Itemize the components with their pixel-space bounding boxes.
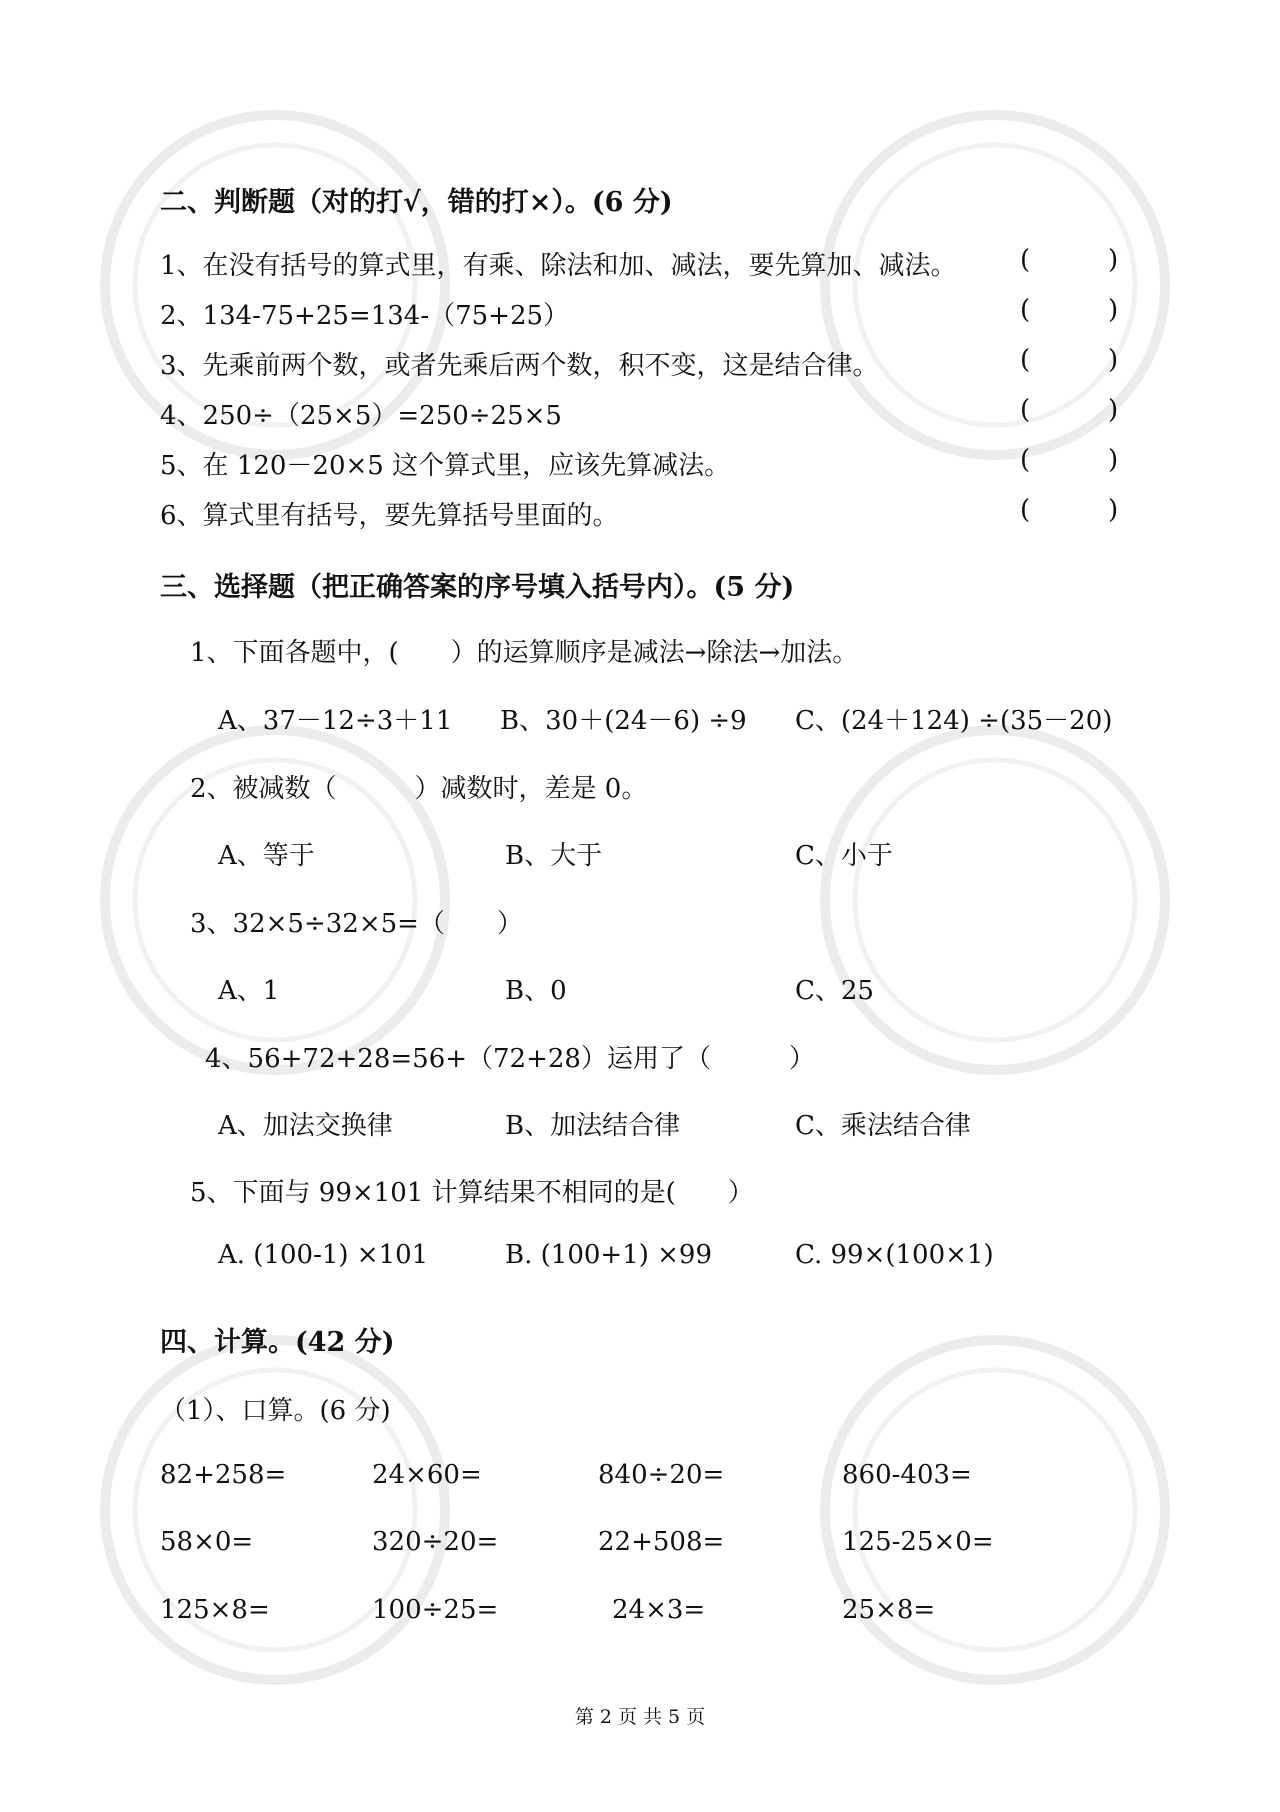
choice-4-option-b[interactable]: B、加法结合律 (505, 1111, 681, 1141)
section-2-title: 二、判断题（对的打√，错的打×）。(6 分) (160, 187, 673, 218)
page-footer: 第 2 页 共 5 页 (574, 1706, 706, 1728)
choice-question-4: 4、56+72+28=56+（72+28）运用了（ ） (205, 1044, 815, 1074)
choice-3-option-b[interactable]: B、0 (505, 976, 567, 1006)
paren-close: ) (1108, 395, 1119, 425)
choice-5-option-a[interactable]: A. (100-1) ×101 (218, 1240, 429, 1270)
calc-r3-c3: 24×3= (612, 1595, 706, 1625)
watermark-bottom-right (815, 1330, 1175, 1694)
calc-r2-c3: 22+508= (598, 1527, 725, 1557)
choice-2-option-c[interactable]: C、小于 (795, 841, 893, 871)
paren-close: ) (1108, 295, 1119, 325)
choice-question-5: 5、下面与 99×101 计算结果不相同的是( ） (190, 1178, 754, 1208)
choice-2-option-a[interactable]: A、等于 (218, 841, 315, 871)
paren-open: ( (1020, 245, 1031, 275)
paren-close: ) (1108, 495, 1119, 525)
subsection-mental-math: （1）、口算。(6 分) (160, 1396, 391, 1426)
choice-2-option-b[interactable]: B、大于 (505, 841, 603, 871)
calc-r2-c2: 320÷20= (372, 1527, 499, 1557)
judge-item-6: 6、算式里有括号，要先算括号里面的。 (160, 501, 619, 531)
choice-3-option-a[interactable]: A、1 (218, 976, 280, 1006)
watermark-top-right (815, 105, 1175, 469)
calc-r1-c4: 860-403= (842, 1460, 972, 1490)
calc-r2-c1: 58×0= (160, 1527, 254, 1557)
section-3-title: 三、选择题（把正确答案的序号填入括号内）。(5 分) (160, 572, 795, 603)
calc-r3-c2: 100÷25= (372, 1595, 499, 1625)
choice-question-2: 2、被减数（ ）减数时，差是 0。 (190, 774, 648, 804)
calc-r2-c4: 125-25×0= (842, 1527, 994, 1557)
paren-close: ) (1108, 345, 1119, 375)
paren-close: ) (1108, 445, 1119, 475)
choice-4-option-a[interactable]: A、加法交换律 (218, 1111, 393, 1141)
choice-1-option-c[interactable]: C、(24＋124) ÷(35－20) (795, 706, 1113, 736)
choice-question-1: 1、下面各题中，( ）的运算顺序是减法→除法→加法。 (190, 638, 859, 668)
watermark-bottom-left (95, 1330, 455, 1694)
calc-r1-c3: 840÷20= (598, 1460, 725, 1490)
judge-item-4: 4、250÷（25×5）=250÷25×5 (160, 401, 562, 431)
choice-5-option-b[interactable]: B. (100+1) ×99 (505, 1240, 713, 1270)
judge-item-5: 5、在 120－20×5 这个算式里，应该先算减法。 (160, 451, 731, 481)
choice-1-option-a[interactable]: A、37－12÷3＋11 (218, 706, 453, 736)
watermark-mid-right (815, 720, 1175, 1084)
paren-open: ( (1020, 445, 1031, 475)
calc-r1-c2: 24×60= (372, 1460, 482, 1490)
choice-question-3: 3、32×5÷32×5=（ ） (190, 909, 523, 939)
paren-open: ( (1020, 395, 1031, 425)
choice-3-option-c[interactable]: C、25 (795, 976, 874, 1006)
paren-open: ( (1020, 345, 1031, 375)
paren-open: ( (1020, 295, 1031, 325)
choice-1-option-b[interactable]: B、30＋(24－6) ÷9 (500, 706, 747, 736)
calc-r1-c1: 82+258= (160, 1460, 287, 1490)
choice-5-option-c[interactable]: C. 99×(100×1) (795, 1240, 994, 1270)
calc-r3-c1: 125×8= (160, 1595, 270, 1625)
judge-item-1: 1、在没有括号的算式里，有乘、除法和加、减法，要先算加、减法。 (160, 251, 957, 281)
paren-close: ) (1108, 245, 1119, 275)
paren-open: ( (1020, 495, 1031, 525)
section-4-title: 四、计算。(42 分) (160, 1327, 395, 1358)
judge-item-3: 3、先乘前两个数，或者先乘后两个数，积不变，这是结合律。 (160, 351, 879, 381)
judge-item-2: 2、134-75+25=134-（75+25） (160, 301, 570, 331)
choice-4-option-c[interactable]: C、乘法结合律 (795, 1111, 971, 1141)
calc-r3-c4: 25×8= (842, 1595, 936, 1625)
